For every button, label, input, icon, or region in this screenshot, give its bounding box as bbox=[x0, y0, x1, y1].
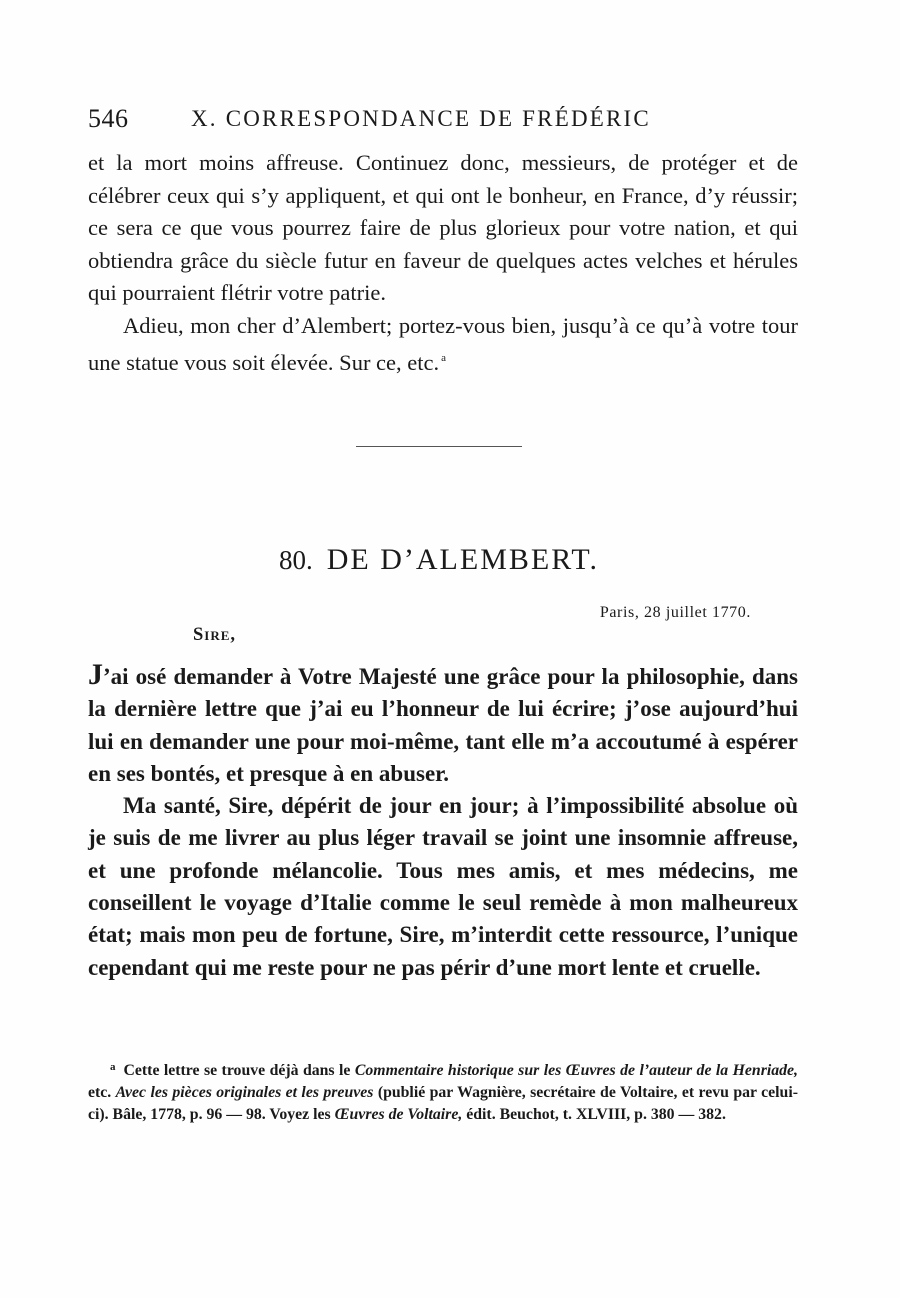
letter-dateline: Paris, 28 juillet 1770. bbox=[599, 604, 751, 621]
letter-number: 80. bbox=[278, 545, 313, 575]
footnote-marker: a bbox=[110, 1061, 116, 1073]
closing-text: Adieu, mon cher d’Alembert; portez-vous bien, jusqu’à ce qu’à votre tour une statue vous soit élevée. Sur ce, etc. bbox=[88, 312, 798, 375]
letter-salutation: Sire, bbox=[193, 625, 237, 645]
footnote-title: Commentaire historique sur les Œuvres de l’auteur de la Henriade, bbox=[354, 1062, 798, 1079]
footnote-reference: a bbox=[441, 352, 447, 364]
footnote-text: (publié par Wagnière, secrétaire de Voltaire, et revu par celui-ci). Bâle, 1778, p. 96 — 98. Voyez les bbox=[88, 1084, 798, 1123]
footnote bbox=[88, 1056, 798, 1126]
letter-body bbox=[88, 658, 798, 984]
footnote-text: etc. bbox=[88, 1084, 112, 1101]
running-head: X. CORRESPONDANCE DE FRÉDÉRIC bbox=[191, 106, 651, 131]
footnote-text: Cette lettre se trouve déjà dans le bbox=[123, 1062, 351, 1079]
letter-heading: DE D’ALEMBERT. bbox=[326, 543, 600, 576]
closing-paragraph bbox=[88, 310, 798, 380]
footnote-title: Œuvres de Voltaire, bbox=[334, 1106, 463, 1123]
letter-paragraph bbox=[88, 658, 798, 790]
letter-paragraph-text: ’ai osé demander à Votre Majesté une grâce pour la philosophie, dans la dernière lettre que j’ai eu l’honneur de lui écrire; j’ose aujourd’hui lui en demander une pour moi-même, tant elle m’a accoutumé à espérer en ses bontés, et presque à en abuser. bbox=[88, 664, 798, 786]
section-divider bbox=[356, 446, 522, 447]
letter-title bbox=[0, 543, 878, 577]
page-number: 546 bbox=[88, 104, 129, 133]
paragraph: et la mort moins affreuse. Continuez donc, messieurs, de protéger et de célébrer ceux qui s’y appliquent, et qui ont le bonheur, en France, d’y réussir; ce sera ce que vous pourrez faire de plus glorieux pour votre nation, et qui obtiendra grâce du siècle futur en faveur de quelques actes velches et hérules qui pourraient flétrir votre patrie. bbox=[88, 150, 798, 305]
letter-paragraph: Ma santé, Sire, dépérit de jour en jour; à l’impossibilité absolue où je suis de me livrer au plus léger travail se joint une insomnie affreuse, et une profonde mélancolie. Tous mes amis, et mes médecins, me conseillent le voyage d’Italie comme le seul remède à mon malheureux état; mais mon peu de fortune, Sire, m’interdit cette ressource, l’unique cependant qui me reste pour ne pas périr d’une mort lente et cruelle. bbox=[88, 793, 798, 980]
footnote-text: édit. Beuchot, t. XLVIII, p. 380 — 382. bbox=[466, 1106, 726, 1123]
page-header bbox=[88, 104, 808, 138]
drop-cap: J bbox=[88, 658, 103, 691]
previous-letter-ending bbox=[88, 147, 798, 380]
footnote-title: Avec les pièces originales et les preuves bbox=[115, 1084, 374, 1101]
